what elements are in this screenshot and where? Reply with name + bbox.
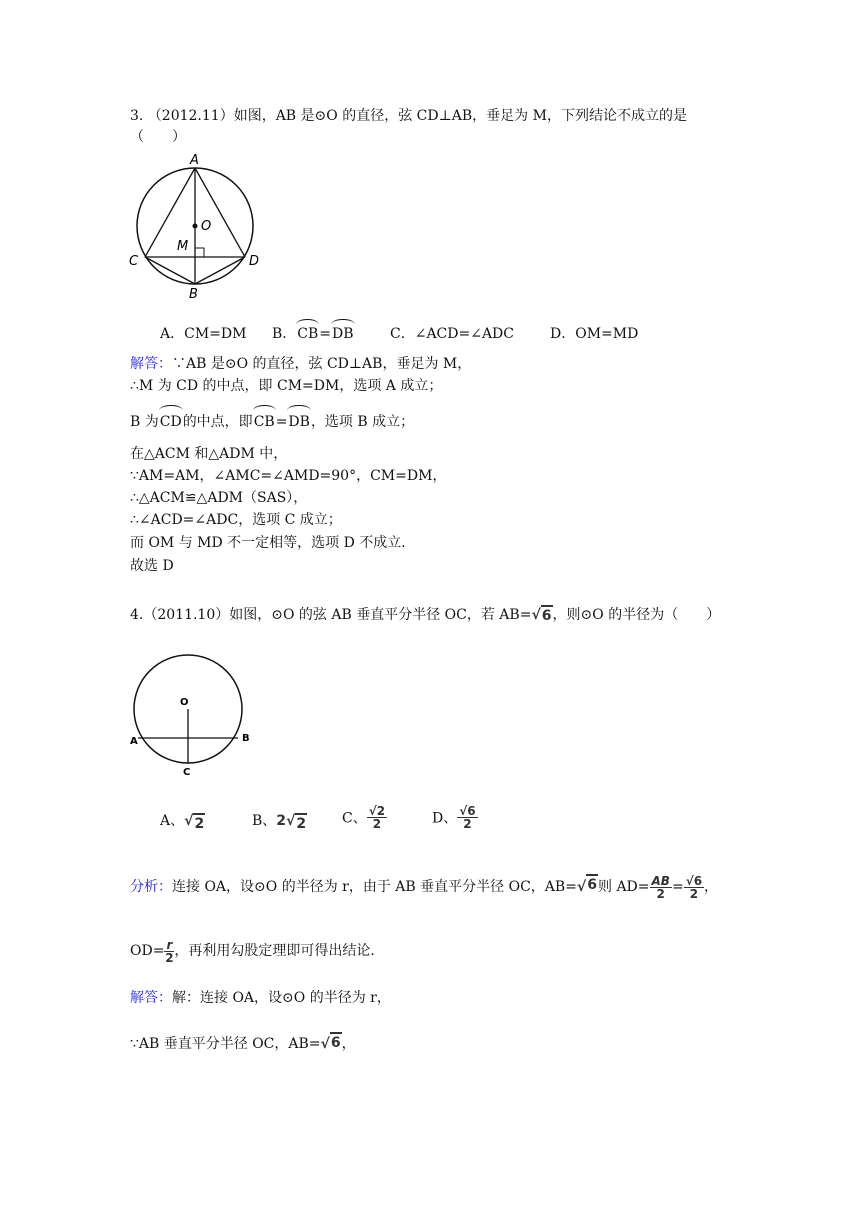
q4-answer-line1: 解答：解：连接 OA，设⊙O 的半径为 r， <box>130 990 391 1006</box>
q4-stem <box>130 605 720 625</box>
q3-answer-label: 解答： <box>130 356 172 372</box>
q3-circle-figure <box>125 150 265 300</box>
q4-stem-a: 4.（2011.10）如图，⊙O 的弦 AB 垂直平分半径 OC，若 AB= <box>130 607 532 623</box>
q3-option-b-arc-cb: CB <box>297 326 319 342</box>
q4-label-c: C <box>183 767 191 778</box>
q4-stem-sqrt6: √ 6 <box>531 607 552 624</box>
q4-label-b: B <box>242 733 250 744</box>
q4-analysis-line1: 分析：连接 OA，设⊙O 的半径为 r，由于 AB 垂直平分半径 OC，AB=√ 6 则 AD= $\frac{AB}{2}$ = $\frac{√6}{2}$ ， <box>130 873 719 901</box>
q3-right-angle-mark <box>195 248 204 257</box>
q3-answer-line8: 而 OM 与 MD 不一定相等，选项 D 不成立． <box>130 535 416 551</box>
q3-option-d: D．OM=MD <box>550 326 639 342</box>
q4-analysis-frac-r2: $\frac{r}{2}$ <box>165 937 174 965</box>
q3-stem-line2: （ ） <box>130 129 186 145</box>
q3-label-b: B <box>189 287 198 300</box>
q4-analysis-label: 分析： <box>130 879 172 895</box>
q4-circle-figure <box>125 645 265 785</box>
q3-answer-line7: ∴∠ACD=∠ADC，选项 C 成立； <box>130 512 342 528</box>
q3-option-b-label: B． <box>272 326 297 342</box>
q4-option-b: B、2√ 2 <box>252 813 307 832</box>
q3-answer3-arc-db: DB <box>288 414 310 430</box>
q4-option-c: C、 $\frac{√2}{2}$ <box>342 804 386 831</box>
q3-seg-cb <box>145 257 195 284</box>
q3-answer-line3 <box>130 412 414 432</box>
q3-answer3-arc-cd: CD <box>159 414 182 430</box>
q4-label-a: A <box>130 736 138 747</box>
q4-analysis-frac-sqrt6-2: $\frac{√6}{2}$ <box>685 873 703 901</box>
q3-answer-line6: ∴△ACM≌△ADM（SAS）， <box>130 490 308 506</box>
q4-option-b-sqrt: √ 2 <box>286 813 307 832</box>
q4-analysis-frac-ab2: $\frac{AB}{2}$ <box>651 873 670 901</box>
q3-answer-line9: 故选 D <box>130 558 174 574</box>
q3-answer-line1 <box>130 354 471 374</box>
q3-answer3-b: 的中点，即 <box>182 414 253 430</box>
q3-answer3-c: ，选项 B 成立； <box>310 414 415 430</box>
q4-options <box>160 805 560 835</box>
q3-label-d: D <box>249 254 260 269</box>
q3-answer3-eq: = <box>275 414 288 430</box>
q3-answer-line2: ∴M 为 CD 的中点，即 CM=DM，选项 A 成立； <box>130 378 443 394</box>
q4-answer-line2: ∵AB 垂直平分半径 OC，AB=√ 6 ， <box>130 1032 356 1056</box>
q3-label-m: M <box>177 239 189 254</box>
q4-option-a-sqrt: √ 2 <box>184 813 205 832</box>
q4-option-d: D、 $\frac{√6}{2}$ <box>432 804 476 831</box>
q3-label-a: A <box>190 153 199 168</box>
q3-center-dot <box>193 224 198 229</box>
q4-label-o: O <box>180 697 189 708</box>
q3-seg-ad <box>195 168 245 257</box>
q3-answer-line5: ∵AM=AM，∠AMC=∠AMD=90°，CM=DM， <box>130 468 447 484</box>
q3-option-b <box>272 323 355 343</box>
q4-answer-sqrt6: √ 6 <box>321 1032 342 1056</box>
q3-label-o: O <box>201 219 212 234</box>
q4-option-c-frac: $\frac{√2}{2}$ <box>368 804 386 831</box>
q3-seg-db <box>195 257 245 284</box>
q4-answer-label: 解答： <box>130 990 172 1006</box>
q3-stem-line1: 3. （2012.11）如图，AB 是⊙O 的直径，弦 CD⊥AB，垂足为 M，下列结论不成立的是 <box>130 108 687 124</box>
q3-options <box>160 323 720 345</box>
q3-answer-line4: 在△ACM 和△ADM 中， <box>130 446 288 462</box>
q3-option-b-arc-db: DB <box>332 326 354 342</box>
q3-option-a: A．CM=DM <box>160 326 247 342</box>
q4-stem-b: ，则⊙O 的半径为（ ） <box>552 607 721 623</box>
q3-answer3-a: B 为 <box>130 414 159 430</box>
q4-option-a: A、√ 2 <box>160 813 205 832</box>
q4-analysis-line2: OD= $\frac{r}{2}$ ，再利用勾股定理即可得出结论． <box>130 937 385 965</box>
q3-answer-text1: ∵AB 是⊙O 的直径，弦 CD⊥AB，垂足为 M， <box>172 356 472 372</box>
q3-label-c: C <box>129 254 139 269</box>
q3-option-c: C．∠ACD=∠ADC <box>390 326 514 342</box>
q4-analysis-sqrt6: √ 6 <box>577 874 598 900</box>
q3-answer3-arc-cb: CB <box>253 414 275 430</box>
q4-option-d-frac: $\frac{√6}{2}$ <box>459 804 476 831</box>
q3-option-b-eq: = <box>319 326 332 342</box>
